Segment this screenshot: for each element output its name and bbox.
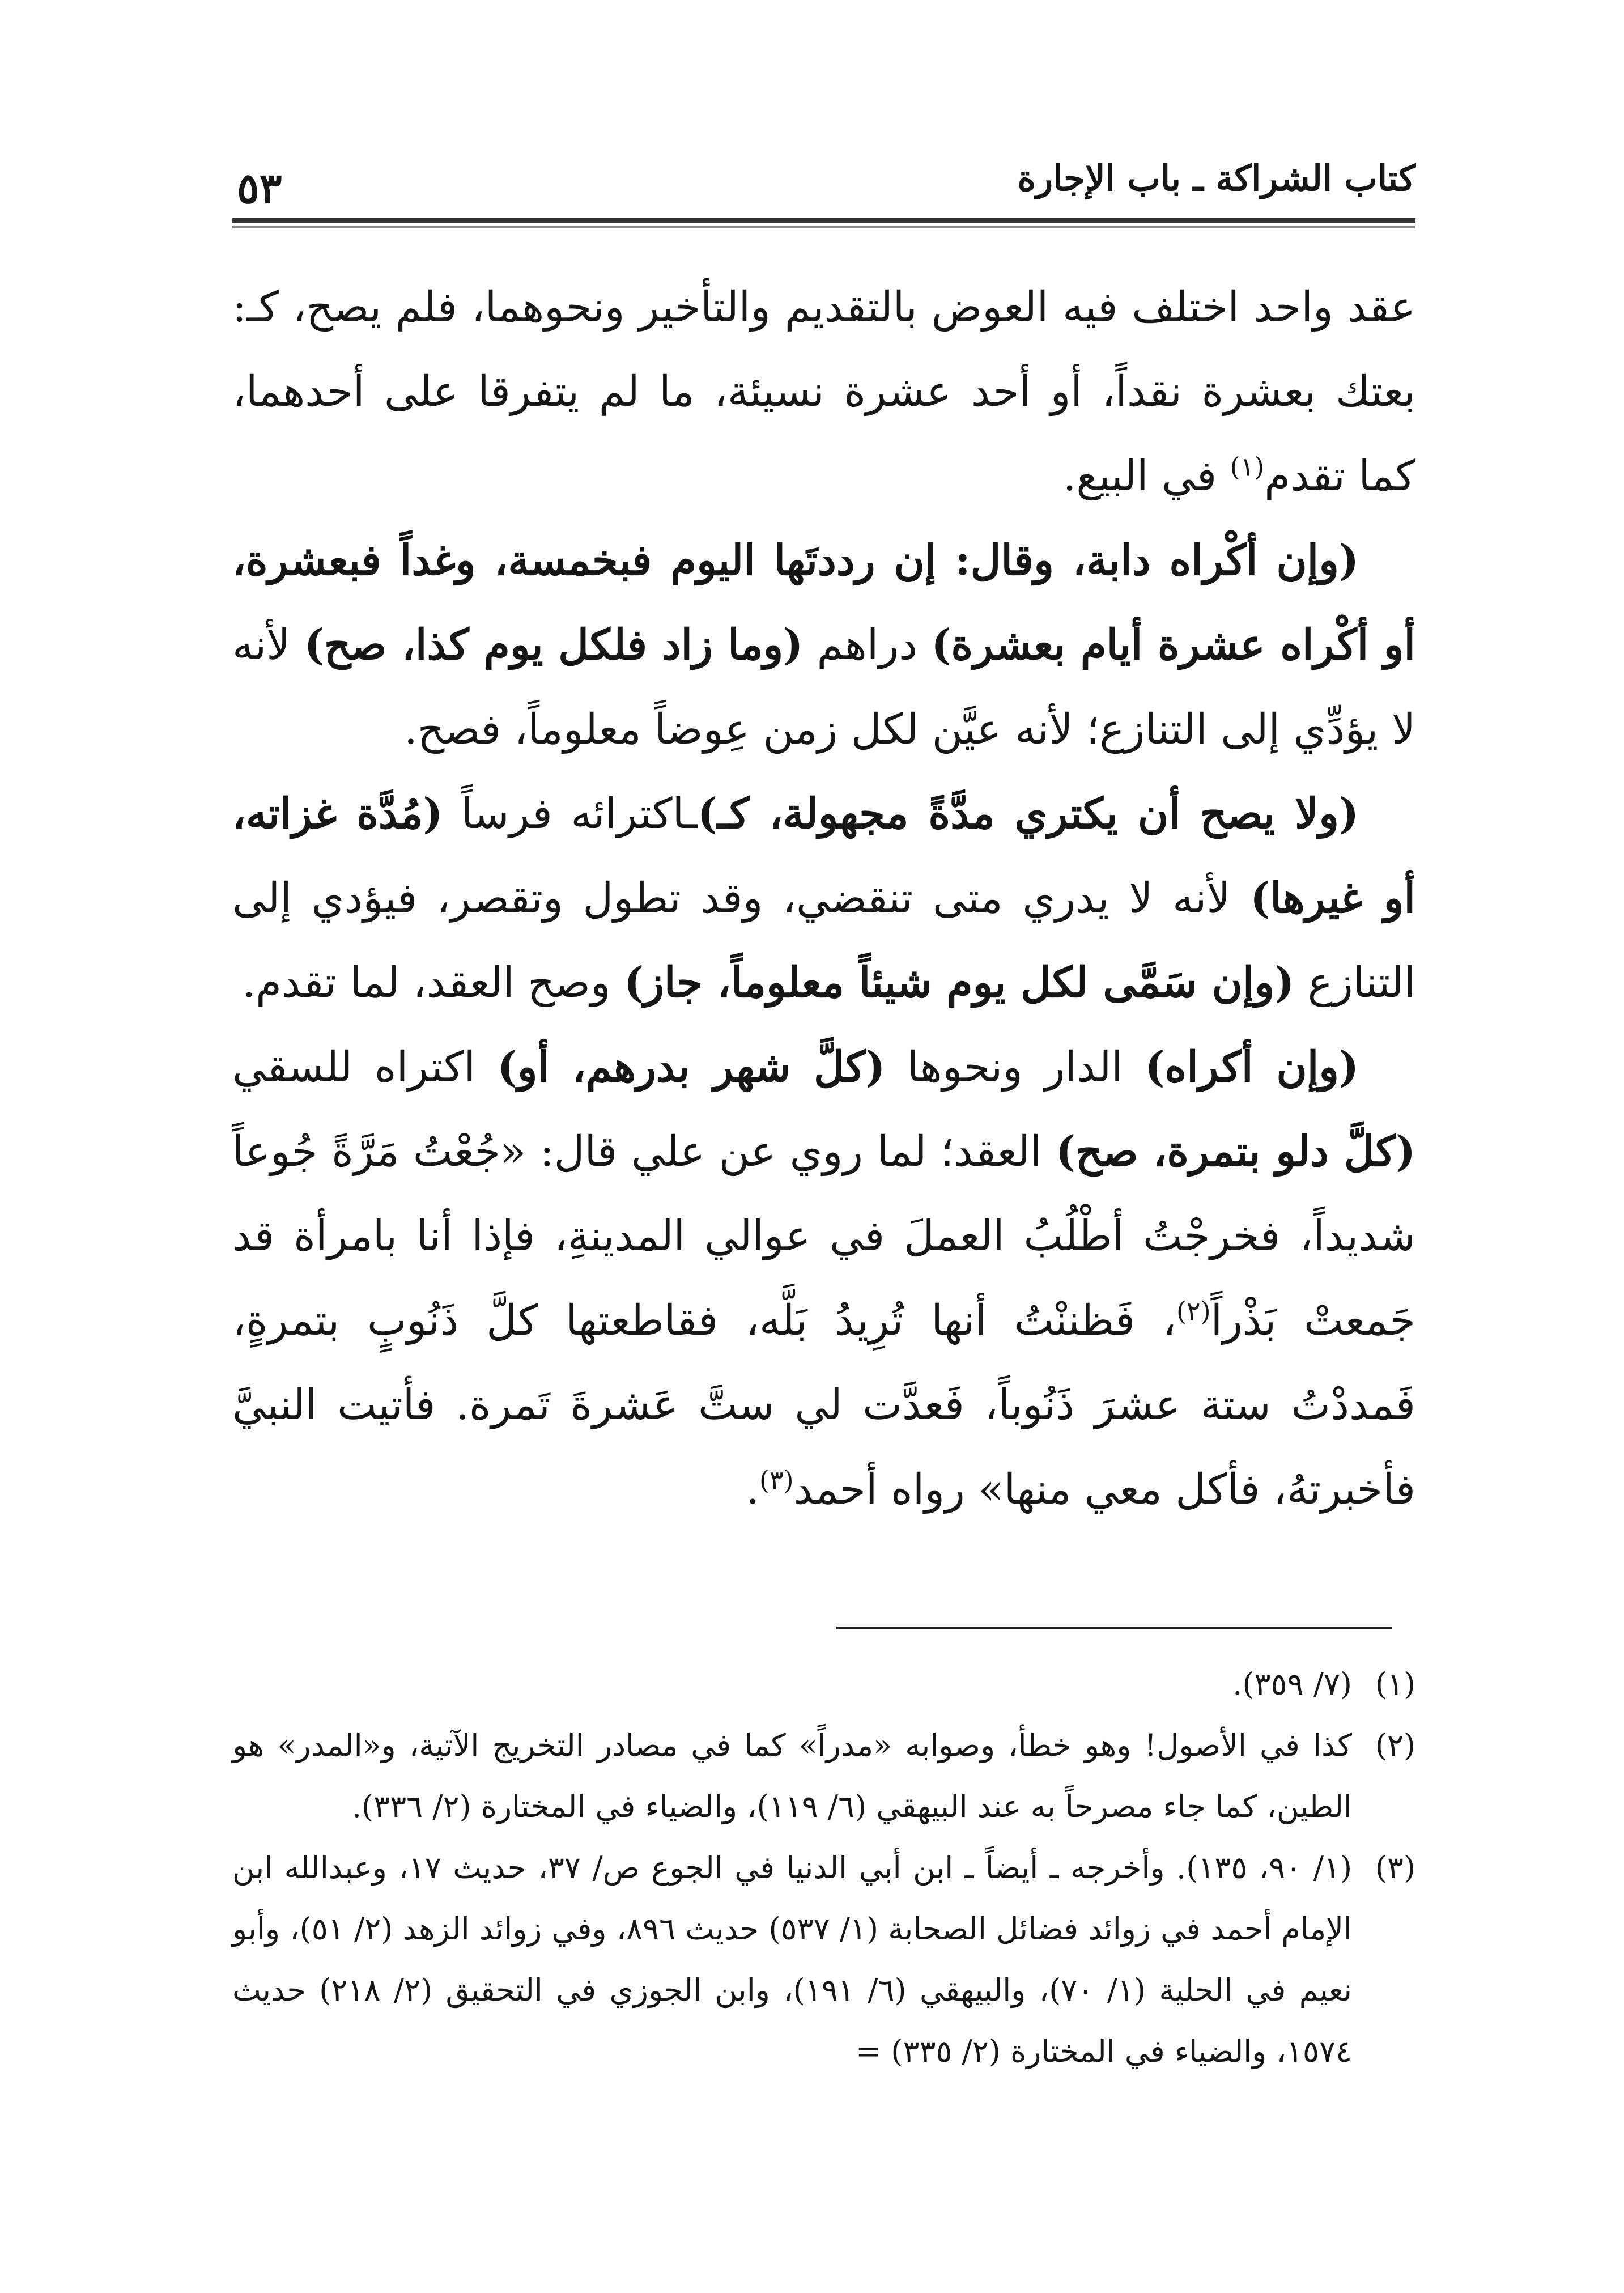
matn-text: (ولا يصح أن يكتري مدَّةً مجهولة، كـ) <box>697 789 1359 838</box>
sharh-text: وصح العقد، لما تقدم. <box>242 958 624 1007</box>
footnote-text: (١/ ٩٠، ١٣٥). وأخرجه ـ أيضاً ـ ابن أبي الدنيا في الجوع ص/ ٣٧، حديث ١٧، وعبدالله ابن الإمام أحمد في زوائد فضائل الصحابة (١/ ٥٣٧) حديث ٨٩٦، وفي زوائد الزهد (٢/ ٥١)، وأبو نعيم في الحلية (١/ ٧٠)، والبيهقي (٦/ ١٩١)، وابن الجوزي في التحقيق (٢/ ٢١٨) حديث ١٥٧٤، والضياء في المختارة (٢/ ٣٣٥) = <box>232 1850 1353 2069</box>
footnote-number: (٢) <box>1375 1727 1415 1763</box>
page-number: ٥٣ <box>237 164 282 213</box>
paragraph-3 <box>232 772 1415 1025</box>
main-text <box>232 265 1415 1532</box>
sharh-text: اكتراه للسقي <box>232 1043 498 1092</box>
sharh-text: الدار ونحوها <box>885 1043 1145 1092</box>
footnote-text: (٧/ ٣٥٩). <box>1232 1666 1352 1702</box>
footnote-text: كذا في الأصول! وهو خطأ، وصوابه «مدراً» كما في مصادر التخريج الآتية، و«المدر» هو الطين، كما جاء مصرحاً به عند البيهقي (٦/ ١١٩)، والضياء في المختارة (٢/ ٣٣٦). <box>232 1727 1352 1824</box>
paragraph-1 <box>232 265 1415 519</box>
footnote-ref-2: (٢) <box>1176 1296 1211 1327</box>
footnotes <box>232 1654 1415 2082</box>
sharh-text: ـاكترائه فرساً <box>443 789 698 838</box>
sharh-text: العقد؛ لما روي عن علي قال: «جُعْتُ مَرَّةً جُوعاً شديداً، فخرجْتُ أطْلُبُ العملَ في عوالي المدينةِ، فإذا أنا بامرأة قد جَمعتْ بَذْراً <box>232 1127 1415 1345</box>
sharh-text: ، فَظننْتُ أنها تُرِيدُ بَلَّه، فقاطعتها كلَّ ذَنُوبٍ بتمرةٍ، فَمددْتُ ستة عشرَ ذَنُوباً، فَعدَّت لي ستَّ عَشرةَ تَمرة. فأتيت النبيَّ فأخبرتهُ، فأكل معي منها» رواه أحمد <box>232 1296 1415 1514</box>
matn-text: (وإن أكْراه دابة، وقال: إن رددتَها اليوم فبخمسة، وغداً فبعشرة، أو أكْراه عشرة أيام بعشرة) <box>232 536 1416 669</box>
footnote-3 <box>232 1837 1415 2082</box>
paragraph-4 <box>232 1025 1415 1532</box>
paragraph-1-end: في البيع. <box>1062 452 1230 500</box>
matn-text: (وإن أكراه) <box>1145 1043 1359 1092</box>
sharh-text: لأنه لا يؤدِّي إلى التنازع؛ لأنه عيَّن لكل زمن عِوضاً معلوماً، فصح. <box>232 621 1415 754</box>
paragraph-1-text: عقد واحد اختلف فيه العوض بالتقديم والتأخير ونحوهما، فلم يصح، كـ: بعتك بعشرة نقداً، أو أحد عشرة نسيئة، ما لم يتفرقا على أحدهما، كما تقدم <box>232 283 1415 500</box>
matn-text: (وما زاد فلكل يوم كذا، صح) <box>304 621 804 669</box>
matn-text: (وإن سَمَّى لكل يوم شيئاً معلوماً، جاز) <box>624 958 1295 1007</box>
footnote-2 <box>232 1715 1415 1837</box>
footnote-1 <box>232 1654 1415 1715</box>
page-header <box>232 150 1415 230</box>
matn-text: (مُدَّة غزاته، أو غيرها) <box>232 789 1416 923</box>
footnote-ref-1: (١) <box>1230 451 1265 482</box>
header-rule <box>232 218 1415 223</box>
footnote-number: (١) <box>1375 1666 1415 1702</box>
footnote-number: (٣) <box>1375 1850 1415 1886</box>
sharh-text: . <box>746 1465 759 1514</box>
paragraph-2 <box>232 519 1415 772</box>
header-rule-thin <box>232 226 1415 228</box>
matn-text: (كلَّ شهر بدرهم، أو) <box>497 1043 886 1092</box>
sharh-text: لأنه لا يدري متى تنقضي، وقد تطول وتقصر، فيؤدي إلى التنازع <box>232 874 1415 1007</box>
running-title: كتاب الشراكة ـ باب الإجارة <box>1017 158 1415 199</box>
sharh-text: دراهم <box>803 621 932 669</box>
footnote-divider <box>836 1627 1392 1629</box>
footnote-ref-3: (٣) <box>759 1464 794 1496</box>
matn-text: (كلَّ دلو بتمرة، صح) <box>1055 1127 1415 1176</box>
